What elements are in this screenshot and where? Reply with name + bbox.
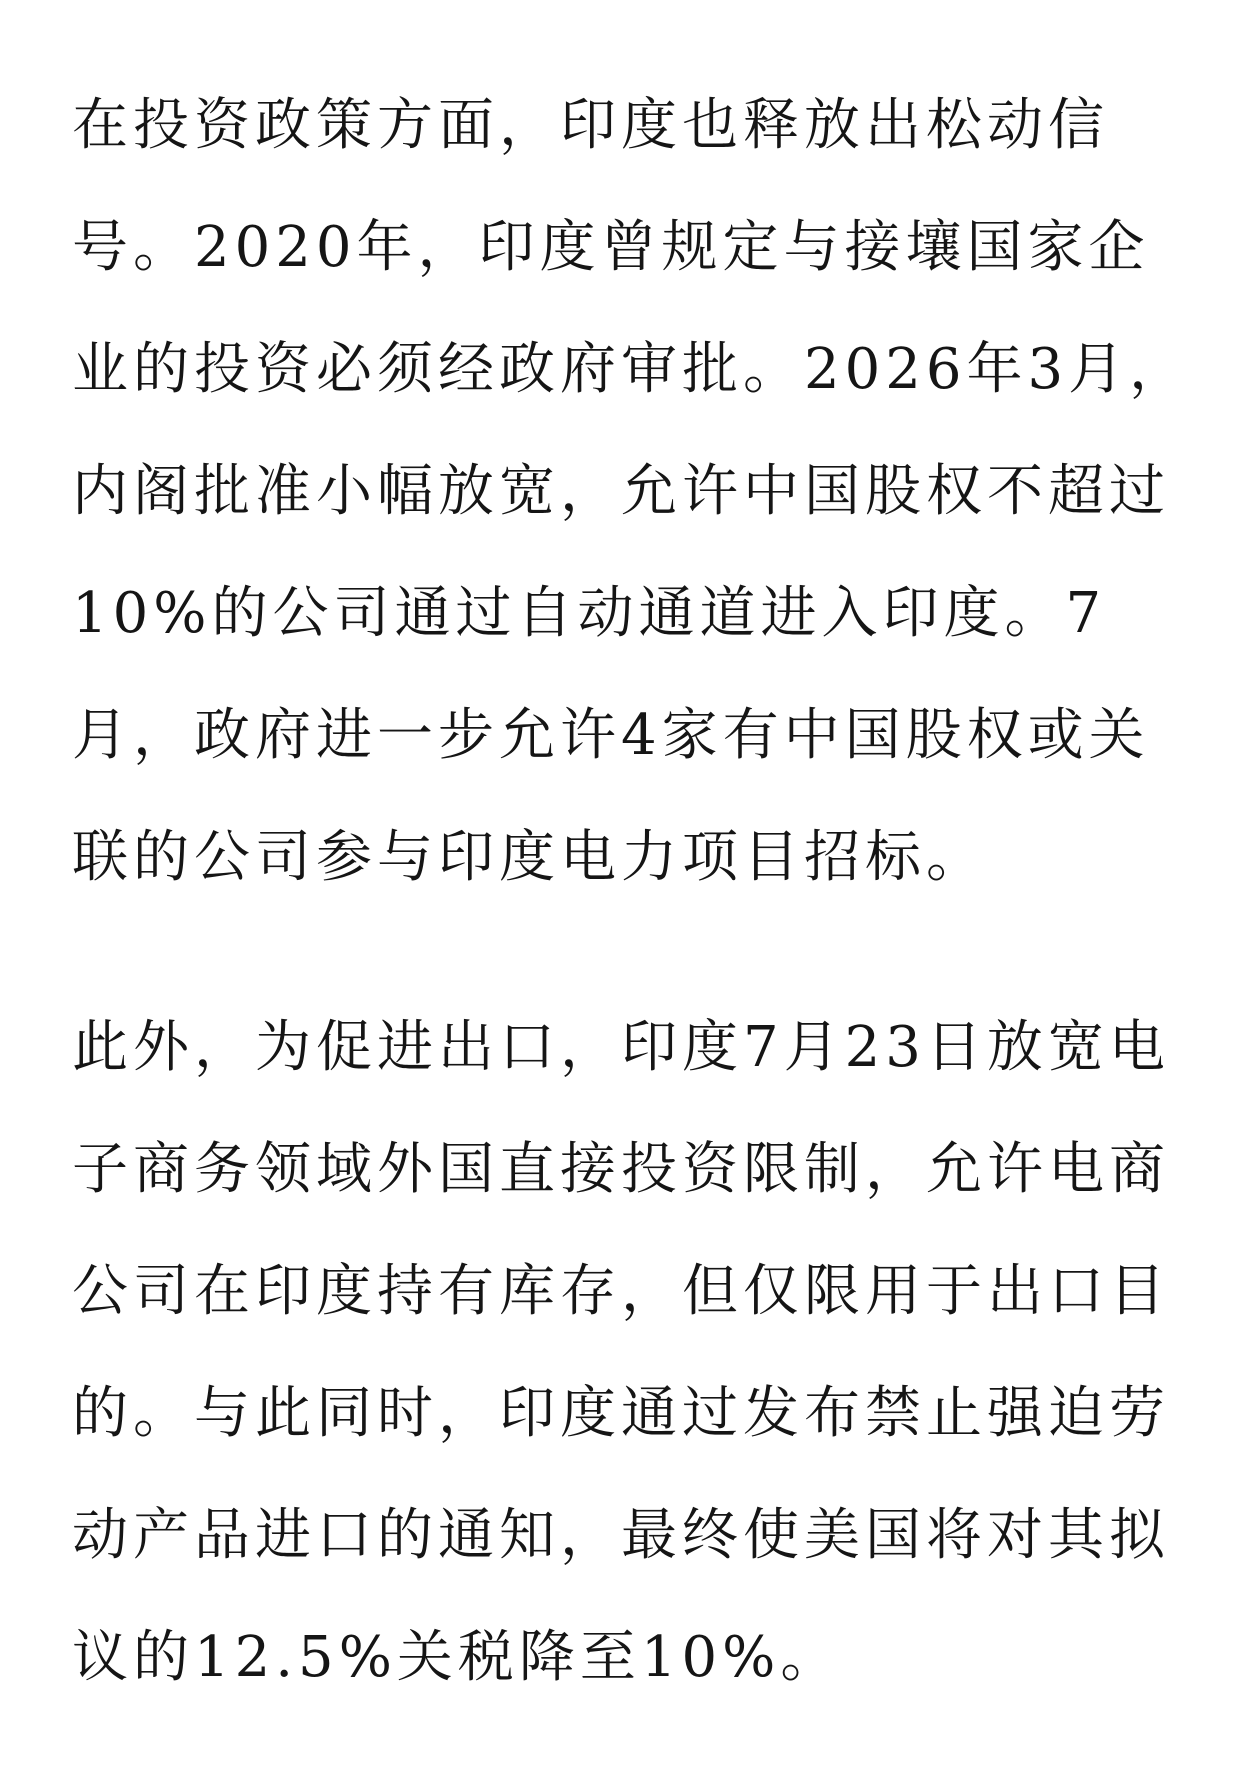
text-line: 公司在印度持有库存，但仅限用于出口目 [72,1259,1170,1324]
text-line: 在投资政策方面，印度也释放出松动信 [72,93,1109,158]
text-line: 月，政府进一步允许4家有中国股权或关 [72,703,1150,768]
text-line: 号。2020年，印度曾规定与接壤国家企 [72,215,1150,280]
text-line: 业的投资必须经政府审批。2026年3月， [72,337,1191,402]
paragraph-investment-policy [72,86,1191,940]
text-line: 议的12.5%关税降至10%。 [72,1625,842,1690]
text-line: 此外，为促进出口，印度7月23日放宽电 [72,1015,1170,1080]
text-line: 动产品进口的通知，最终使美国将对其拟 [72,1503,1170,1568]
text-line: 子商务领域外国直接投资限制，允许电商 [72,1137,1170,1202]
text-line: 内阁批准小幅放宽，允许中国股权不超过 [72,459,1170,524]
paragraph-export-measures [72,1008,1172,1740]
text-line: 的。与此同时，印度通过发布禁止强迫劳 [72,1381,1170,1446]
text-line: 联的公司参与印度电力项目招标。 [72,825,987,890]
text-line: 10%的公司通过自动通道进入印度。7 [72,581,1107,646]
